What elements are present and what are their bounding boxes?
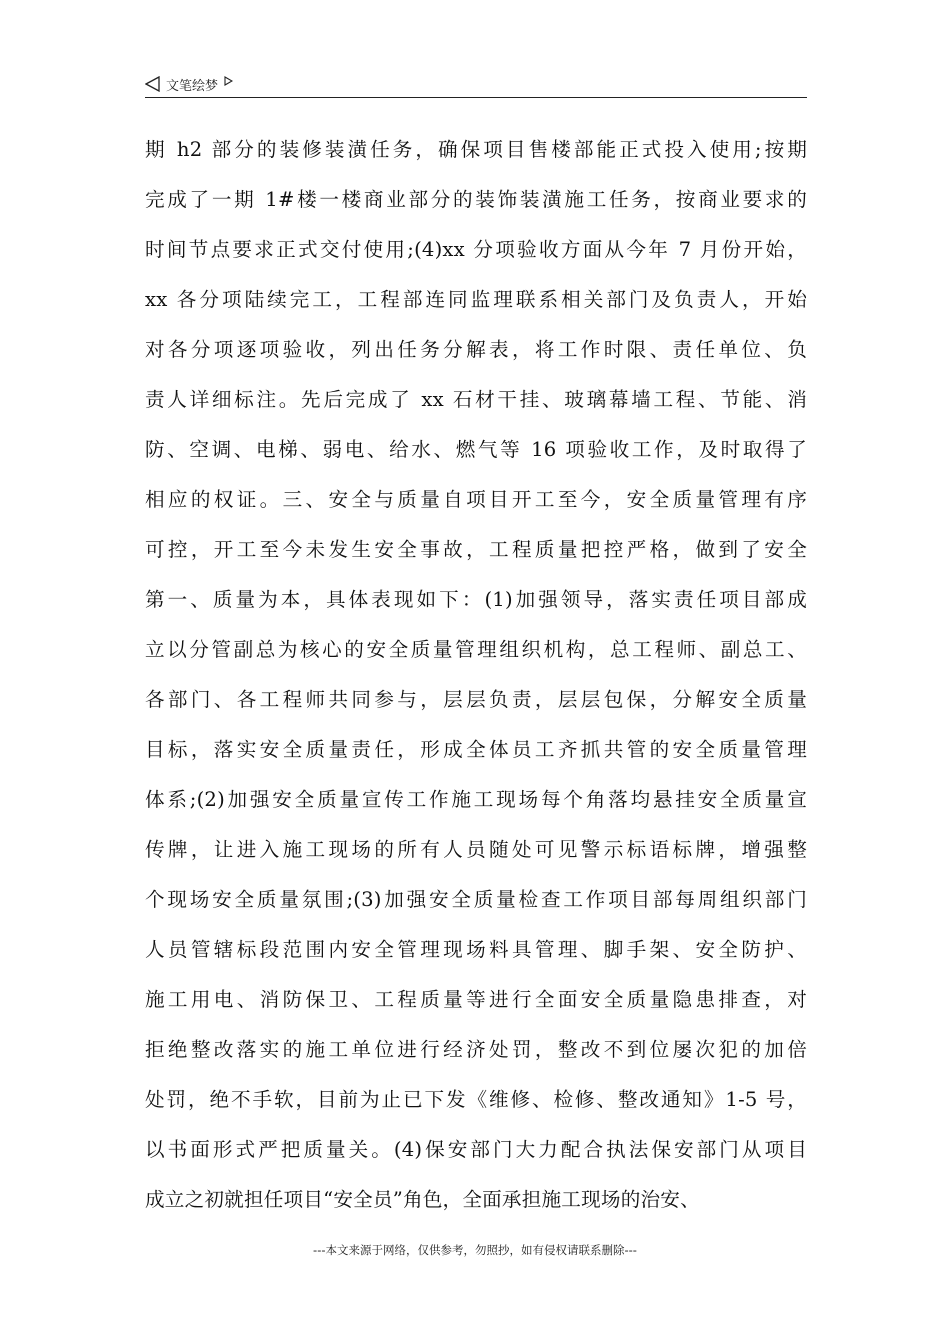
page-header bbox=[145, 72, 807, 98]
text-line: 时间节点要求正式交付使用;(4)xx 分项验收方面从今年 7 月份开始， bbox=[145, 238, 807, 261]
text-line: 人员管辖标段范围内安全管理现场料具管理、脚手架、安全防护、 bbox=[145, 938, 807, 961]
text-line: 施工用电、消防保卫、工程质量等进行全面安全质量隐患排查，对 bbox=[145, 988, 807, 1011]
text-line: 体系;(2)加强安全质量宣传工作施工现场每个角落均悬挂安全质量宣 bbox=[145, 788, 807, 811]
triangle-right-icon bbox=[224, 76, 233, 86]
text-line: 防、空调、电梯、弱电、给水、燃气等 16 项验收工作，及时取得了 bbox=[145, 438, 807, 461]
text-line: 处罚，绝不手软，目前为止已下发《维修、检修、整改通知》1-5 号， bbox=[145, 1088, 807, 1111]
text-line: 各部门、各工程师共同参与，层层负责，层层包保，分解安全质量 bbox=[145, 688, 807, 711]
text-line: 立以分管副总为核心的安全质量管理组织机构，总工程师、副总工、 bbox=[145, 638, 807, 661]
text-line: 传牌，让进入施工现场的所有人员随处可见警示标语标牌，增强整 bbox=[145, 838, 807, 861]
text-line: 期 h2 部分的装修装潢任务，确保项目售楼部能正式投入使用;按期 bbox=[145, 138, 807, 161]
text-line: 目标，落实安全质量责任，形成全体员工齐抓共管的安全质量管理 bbox=[145, 738, 807, 761]
text-line: 以书面形式严把质量关。(4)保安部门大力配合执法保安部门从项目 bbox=[145, 1138, 807, 1161]
header-divider bbox=[145, 97, 807, 98]
brand-name: 文笔绘梦 bbox=[166, 78, 219, 94]
text-line: 成立之初就担任项目“安全员”角色，全面承担施工现场的治安、 bbox=[145, 1188, 700, 1211]
footer-notice: ---本文来源于网络，仅供参考，勿照抄，如有侵权请联系删除--- bbox=[313, 1243, 637, 1257]
text-line: 个现场安全质量氛围;(3)加强安全质量检查工作项目部每周组织部门 bbox=[145, 888, 807, 911]
text-line: 相应的权证。三、安全与质量自项目开工至今，安全质量管理有序 bbox=[145, 488, 807, 511]
text-line: 完成了一期 1#楼一楼商业部分的装饰装潢施工任务，按商业要求的 bbox=[145, 188, 807, 211]
document-body bbox=[145, 128, 807, 1228]
triangle-left-icon bbox=[145, 76, 160, 92]
header-brand bbox=[145, 72, 807, 96]
text-line: 责人详细标注。先后完成了 xx 石材干挂、玻璃幕墙工程、节能、消 bbox=[145, 388, 807, 411]
text-line: 对各分项逐项验收，列出任务分解表，将工作时限、责任单位、负 bbox=[145, 338, 807, 361]
text-line: 第一、质量为本，具体表现如下：(1)加强领导，落实责任项目部成 bbox=[145, 588, 807, 611]
text-line: 拒绝整改落实的施工单位进行经济处罚，整改不到位屡次犯的加倍 bbox=[145, 1038, 807, 1061]
text-line: xx 各分项陆续完工，工程部连同监理联系相关部门及负责人，开始 bbox=[145, 288, 807, 311]
text-line: 可控，开工至今未发生安全事故，工程质量把控严格，做到了安全 bbox=[145, 538, 807, 561]
